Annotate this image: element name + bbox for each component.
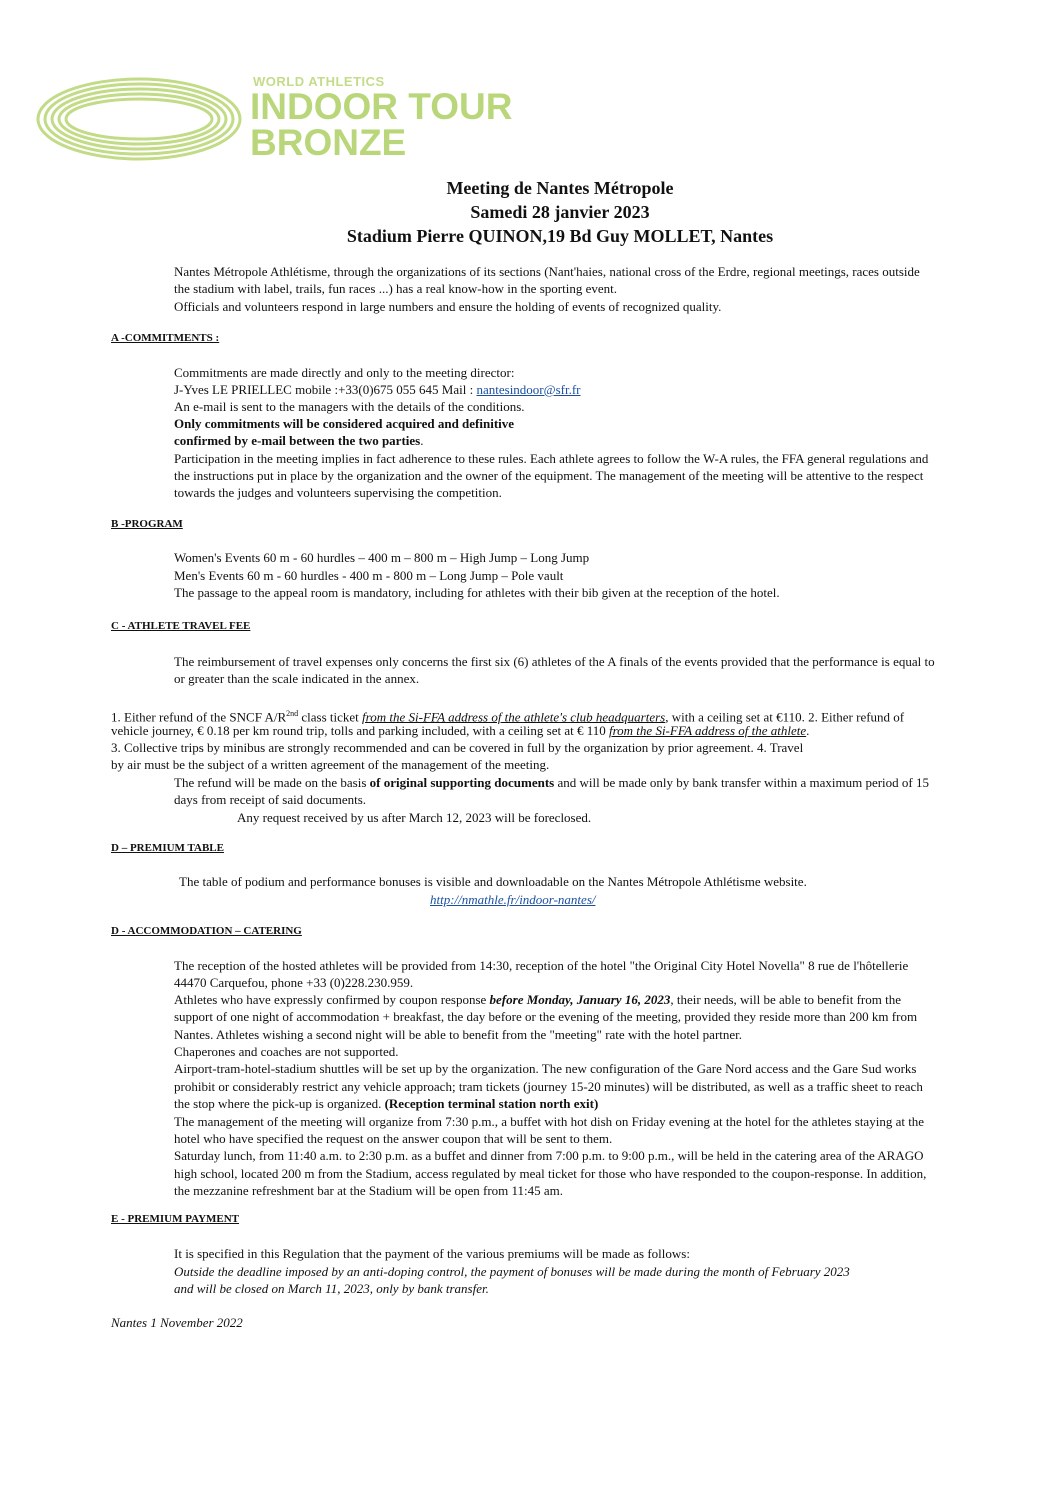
accommodation-line-1: The reception of the hosted athletes will be provided from 14:30, reception of the hotel "the Original City Hotel Novella" 8 rue de l'hôtellerie bbox=[174, 958, 909, 973]
commitments-contact-line bbox=[174, 381, 581, 398]
section-heading-accommodation: D - ACCOMMODATION – CATERING bbox=[111, 925, 302, 937]
refund-underlined: from the Si-FFA address of the bbox=[608, 723, 771, 738]
intro-line-3: Officials and volunteers respond in large numbers and ensure the holding of events of recognized quality. bbox=[174, 299, 722, 314]
accommodation-line-12: Saturday lunch, from 11:40 a.m. to 2:30 p.m. as a buffet and dinner from 7:00 p.m. to 9:00 p.m., will be held in the catering area of the ARAGO bbox=[174, 1148, 924, 1163]
program-men-events: Men's Events 60 m - 60 hurdles - 400 m - 800 m – Long Jump – Pole vault bbox=[174, 568, 564, 583]
travel-line-2: or greater than the scale indicated in the annex. bbox=[174, 671, 420, 686]
refund-text: 1. Either refund of the SNCF A/R bbox=[111, 709, 287, 725]
period: . bbox=[420, 433, 424, 448]
accommodation-line-6: Chaperones and coaches are not supported. bbox=[174, 1044, 399, 1059]
payment-line-2: Outside the deadline imposed by an anti-doping control, the payment of bonuses will be made during the month of February 2023 bbox=[174, 1264, 850, 1279]
accommodation-line-3 bbox=[174, 991, 901, 1008]
payment-line-3: and will be closed on March 11, 2023, only by bank transfer. bbox=[174, 1281, 489, 1296]
refund-underlined: from the Si-FFA address of the athlete's club headquarters bbox=[362, 709, 666, 725]
section-heading-premium-table: D – PREMIUM TABLE bbox=[111, 842, 224, 854]
refund-text: , with a ceiling set at €110. 2. Either refund of bbox=[665, 709, 905, 725]
commitments-line-1: Commitments are made directly and only to the meeting director: bbox=[174, 365, 515, 380]
accommodation-line-7: Airport-tram-hotel-stadium shuttles will be set up by the organization. The new configuration of the Gare Nord access and the Gare Sud works bbox=[174, 1061, 917, 1076]
commitments-line-6: Participation in the meeting implies in fact adherence to these rules. Each athlete agrees to follow the W-A rules, the FFA general regulations and bbox=[174, 451, 929, 466]
document-title-block bbox=[0, 176, 1060, 248]
accommodation-line-13: high school, located 200 m from the Stadium, access regulated by meal ticket for those who have responded to the coupon-response. In addition, bbox=[174, 1166, 927, 1181]
email-link[interactable]: nantesindoor@sfr.fr bbox=[476, 382, 581, 397]
indoor-tour-bronze-logo bbox=[36, 74, 536, 166]
contact-text: J-Yves LE PRIELLEC mobile :+33(0)675 055 645 Mail : bbox=[174, 382, 477, 397]
program-appeal-room: The passage to the appeal room is mandatory, including for athletes with their bib given at the reception of the hotel. bbox=[174, 585, 780, 600]
intro-line-1: Nantes Métropole Athlétisme, through the organizations of its sections (Nant'haies, national cross of the Erdre, regional meetings, races outside bbox=[174, 264, 920, 279]
accommodation-line-5: Nantes. Athletes wishing a second night will be able to benefit from the "meeting" rate with the hotel partner. bbox=[174, 1027, 743, 1042]
website-link[interactable]: http://nmathle.fr/indoor-nantes/ bbox=[430, 892, 596, 907]
travel-line-1: The reimbursement of travel expenses only concerns the first six (6) athletes of the A finals of the events provided that the performance is equal to bbox=[174, 654, 935, 669]
payment-line-1: It is specified in this Regulation that the payment of the various premiums will be made as follows: bbox=[174, 1246, 690, 1261]
travel-refund-line-4: by air must be the subject of a written agreement of the management of the meeting. bbox=[111, 757, 550, 772]
accommodation-text: , their needs, will be able to benefit from the bbox=[670, 992, 902, 1007]
accommodation-line-2: 44470 Carquefou, phone +33 (0)228.230.959. bbox=[174, 975, 414, 990]
accommodation-deadline: before Monday, January 16, 2023 bbox=[489, 992, 671, 1007]
travel-refund-line-5 bbox=[174, 774, 929, 791]
accommodation-line-8: prohibit or considerably restrict any vehicle approach; tram tickets (journey 15-20 minutes) will be distributed, as well as a traffic sheet to reach bbox=[174, 1079, 923, 1094]
logo-line-world-athletics: WORLD ATHLETICS bbox=[253, 74, 385, 89]
logo-line-bronze: BRONZE bbox=[250, 122, 407, 163]
accommodation-line-10: The management of the meeting will organize from 7:30 p.m., a buffet with hot dish on Friday evening at the hotel for the athletes staying at the bbox=[174, 1114, 925, 1129]
refund-sup: 2nd bbox=[286, 709, 299, 718]
refund-underlined: athlete bbox=[770, 723, 807, 738]
refund-text: The refund will be made on the basis bbox=[174, 775, 370, 790]
premium-table-text: The table of podium and performance bonuses is visible and downloadable on the Nantes Métropole Athlétisme website. bbox=[179, 874, 807, 889]
commitments-line-3: An e-mail is sent to the managers with the details of the conditions. bbox=[174, 399, 525, 414]
stadium-track-icon bbox=[36, 74, 246, 166]
section-heading-premium-payment: E - PREMIUM PAYMENT bbox=[111, 1213, 240, 1225]
accommodation-bold: (Reception terminal station north exit) bbox=[384, 1096, 599, 1111]
refund-bold: of original supporting documents bbox=[369, 775, 555, 790]
section-heading-program: B -PROGRAM bbox=[111, 518, 183, 530]
accommodation-line-4: support of one night of accommodation + breakfast, the day before or the evening of the meeting, provided they reside more than 200 km from bbox=[174, 1009, 918, 1024]
refund-text: . bbox=[806, 723, 810, 738]
commitments-line-7: the instructions put in place by the organization and the owner of the equipment. The management of the meeting will be attentive to the respect bbox=[174, 468, 924, 483]
meeting-venue: Stadium Pierre QUINON,19 Bd Guy MOLLET, Nantes bbox=[346, 226, 774, 246]
accommodation-text: Athletes who have expressly confirmed by coupon response bbox=[174, 992, 490, 1007]
commitments-line-4: Only commitments will be considered acquired and definitive bbox=[174, 416, 515, 431]
accommodation-line-9 bbox=[174, 1095, 598, 1112]
travel-deadline-note: Any request received by us after March 12, 2023 will be foreclosed. bbox=[237, 810, 592, 825]
commitments-bold-text: confirmed by e-mail between the two parties bbox=[174, 433, 421, 448]
footer-date: Nantes 1 November 2022 bbox=[111, 1315, 243, 1330]
section-heading-commitments: A -COMMITMENTS : bbox=[111, 332, 220, 344]
refund-text: and will be made only by bank transfer within a maximum period of 15 bbox=[554, 775, 929, 790]
logo-line-indoor-tour: INDOOR TOUR bbox=[250, 86, 513, 127]
travel-refund-line-3: 3. Collective trips by minibus are strongly recommended and can be covered in full by the organization by prior agreement. 4. Travel bbox=[111, 740, 804, 755]
intro-line-2: the stadium with label, trails, fun races ...) has a real know-how in the sporting event. bbox=[174, 281, 617, 296]
commitments-line-5 bbox=[174, 432, 423, 449]
refund-text: class ticket bbox=[298, 709, 363, 725]
refund-text: vehicle journey, € 0.18 per km round trip, tolls and parking included, with a ceiling set at € 110 bbox=[111, 723, 609, 738]
premium-table-link bbox=[430, 891, 595, 908]
travel-refund-line-6: days from receipt of said documents. bbox=[174, 792, 367, 807]
accommodation-text: the stop where the pick-up is organized. bbox=[174, 1096, 385, 1111]
travel-refund-line-2 bbox=[111, 722, 809, 739]
commitments-line-8: towards the judges and volunteers supervising the competition. bbox=[174, 485, 502, 500]
meeting-title: Meeting de Nantes Métropole bbox=[446, 178, 674, 198]
meeting-date: Samedi 28 janvier 2023 bbox=[470, 202, 650, 222]
accommodation-line-14: the mezzanine refreshment bar at the Stadium will be open from 11:45 am. bbox=[174, 1183, 564, 1198]
section-heading-travel-fee: C - ATHLETE TRAVEL FEE bbox=[111, 620, 251, 632]
accommodation-line-11: hotel who have specified the request on the answer coupon that will be sent to them. bbox=[174, 1131, 613, 1146]
program-women-events: Women's Events 60 m - 60 hurdles – 400 m – 800 m – High Jump – Long Jump bbox=[174, 550, 590, 565]
